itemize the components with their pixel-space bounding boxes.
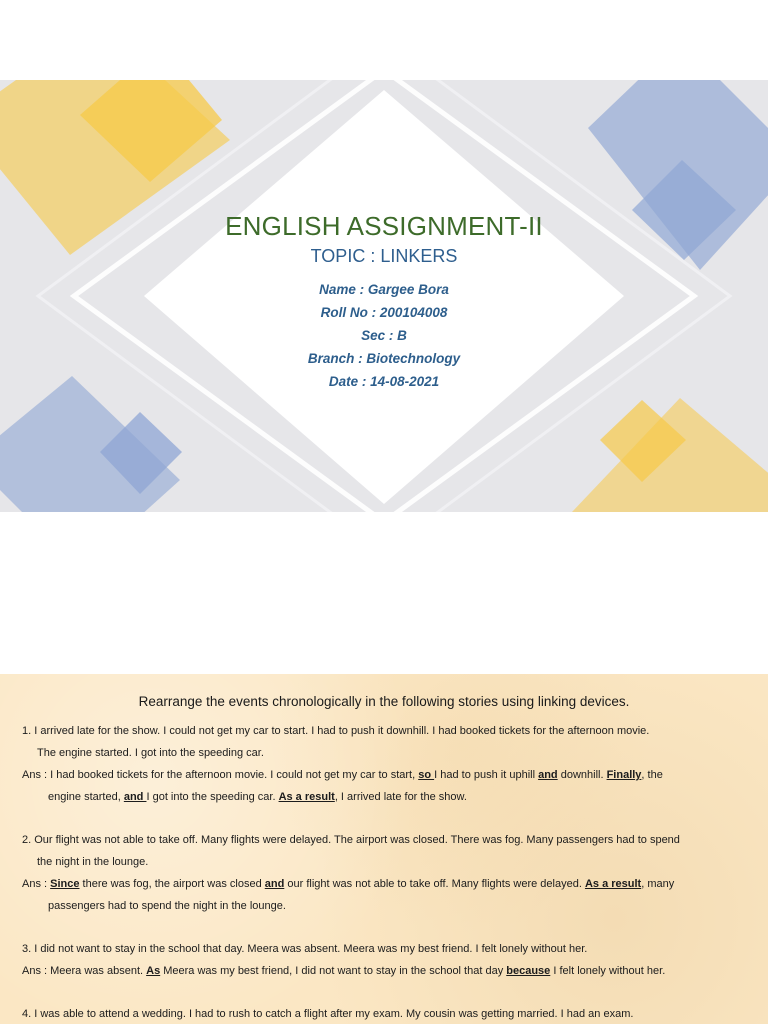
section: Sec : B	[361, 328, 407, 343]
answer-line: engine started, and I got into the speeding car. As a result, I arrived late for the show.	[48, 791, 467, 803]
student-name: Name : Gargee Bora	[319, 282, 449, 297]
question-line: 3. I did not want to stay in the school that day. Meera was absent. Meera was my best friend. I felt lonely without her.	[22, 943, 588, 955]
linker-word: so	[418, 769, 435, 781]
roll-number: Roll No : 200104008	[320, 305, 448, 320]
assignment-title: ENGLISH ASSIGNMENT-II	[225, 211, 543, 241]
date: Date : 14-08-2021	[328, 374, 440, 389]
linker-word: As a result	[278, 791, 335, 803]
question-line: 2. Our flight was not able to take off. Many flights were delayed. The airport was closed. There was fog. Many passengers had to spend	[22, 834, 680, 846]
topic-subtitle: TOPIC : LINKERS	[310, 246, 458, 266]
title-slide	[0, 80, 768, 512]
exercise-slide	[0, 674, 768, 1024]
question-line: The engine started. I got into the speeding car.	[37, 747, 264, 759]
answer-line: passengers had to spend the night in the lounge.	[48, 900, 286, 912]
question-line: 4. I was able to attend a wedding. I had to rush to catch a flight after my exam. My cousin was getting married. I had an exam.	[22, 1008, 634, 1020]
linker-word: Since	[50, 878, 80, 890]
linker-word: and	[538, 769, 558, 781]
linker-word: because	[506, 965, 551, 977]
linker-word: and	[264, 878, 285, 890]
linker-word: Finally	[606, 769, 642, 781]
linker-word: As a result	[584, 878, 642, 890]
question-line: the night in the lounge.	[37, 856, 149, 868]
answer-line: Ans : I had booked tickets for the afternoon movie. I could not get my car to start, so I had to push it uphill and downhill. Finally, the	[22, 769, 663, 781]
linker-word: As	[146, 965, 161, 977]
exercise-heading: Rearrange the events chronologically in the following stories using linking devices.	[138, 694, 630, 709]
answer-line: Ans : Meera was absent. As Meera was my best friend, I did not want to stay in the school that day because I felt lonely without her.	[22, 965, 666, 977]
question-line: 1. I arrived late for the show. I could not get my car to start. I had to push it downhill. I had booked tickets for the afternoon movie.	[22, 725, 650, 737]
answer-line: Ans : Since there was fog, the airport was closed and our flight was not able to take off. Many flights were delayed. As a result, many	[22, 878, 675, 890]
branch: Branch : Biotechnology	[307, 351, 461, 366]
linker-word: and	[123, 791, 147, 803]
